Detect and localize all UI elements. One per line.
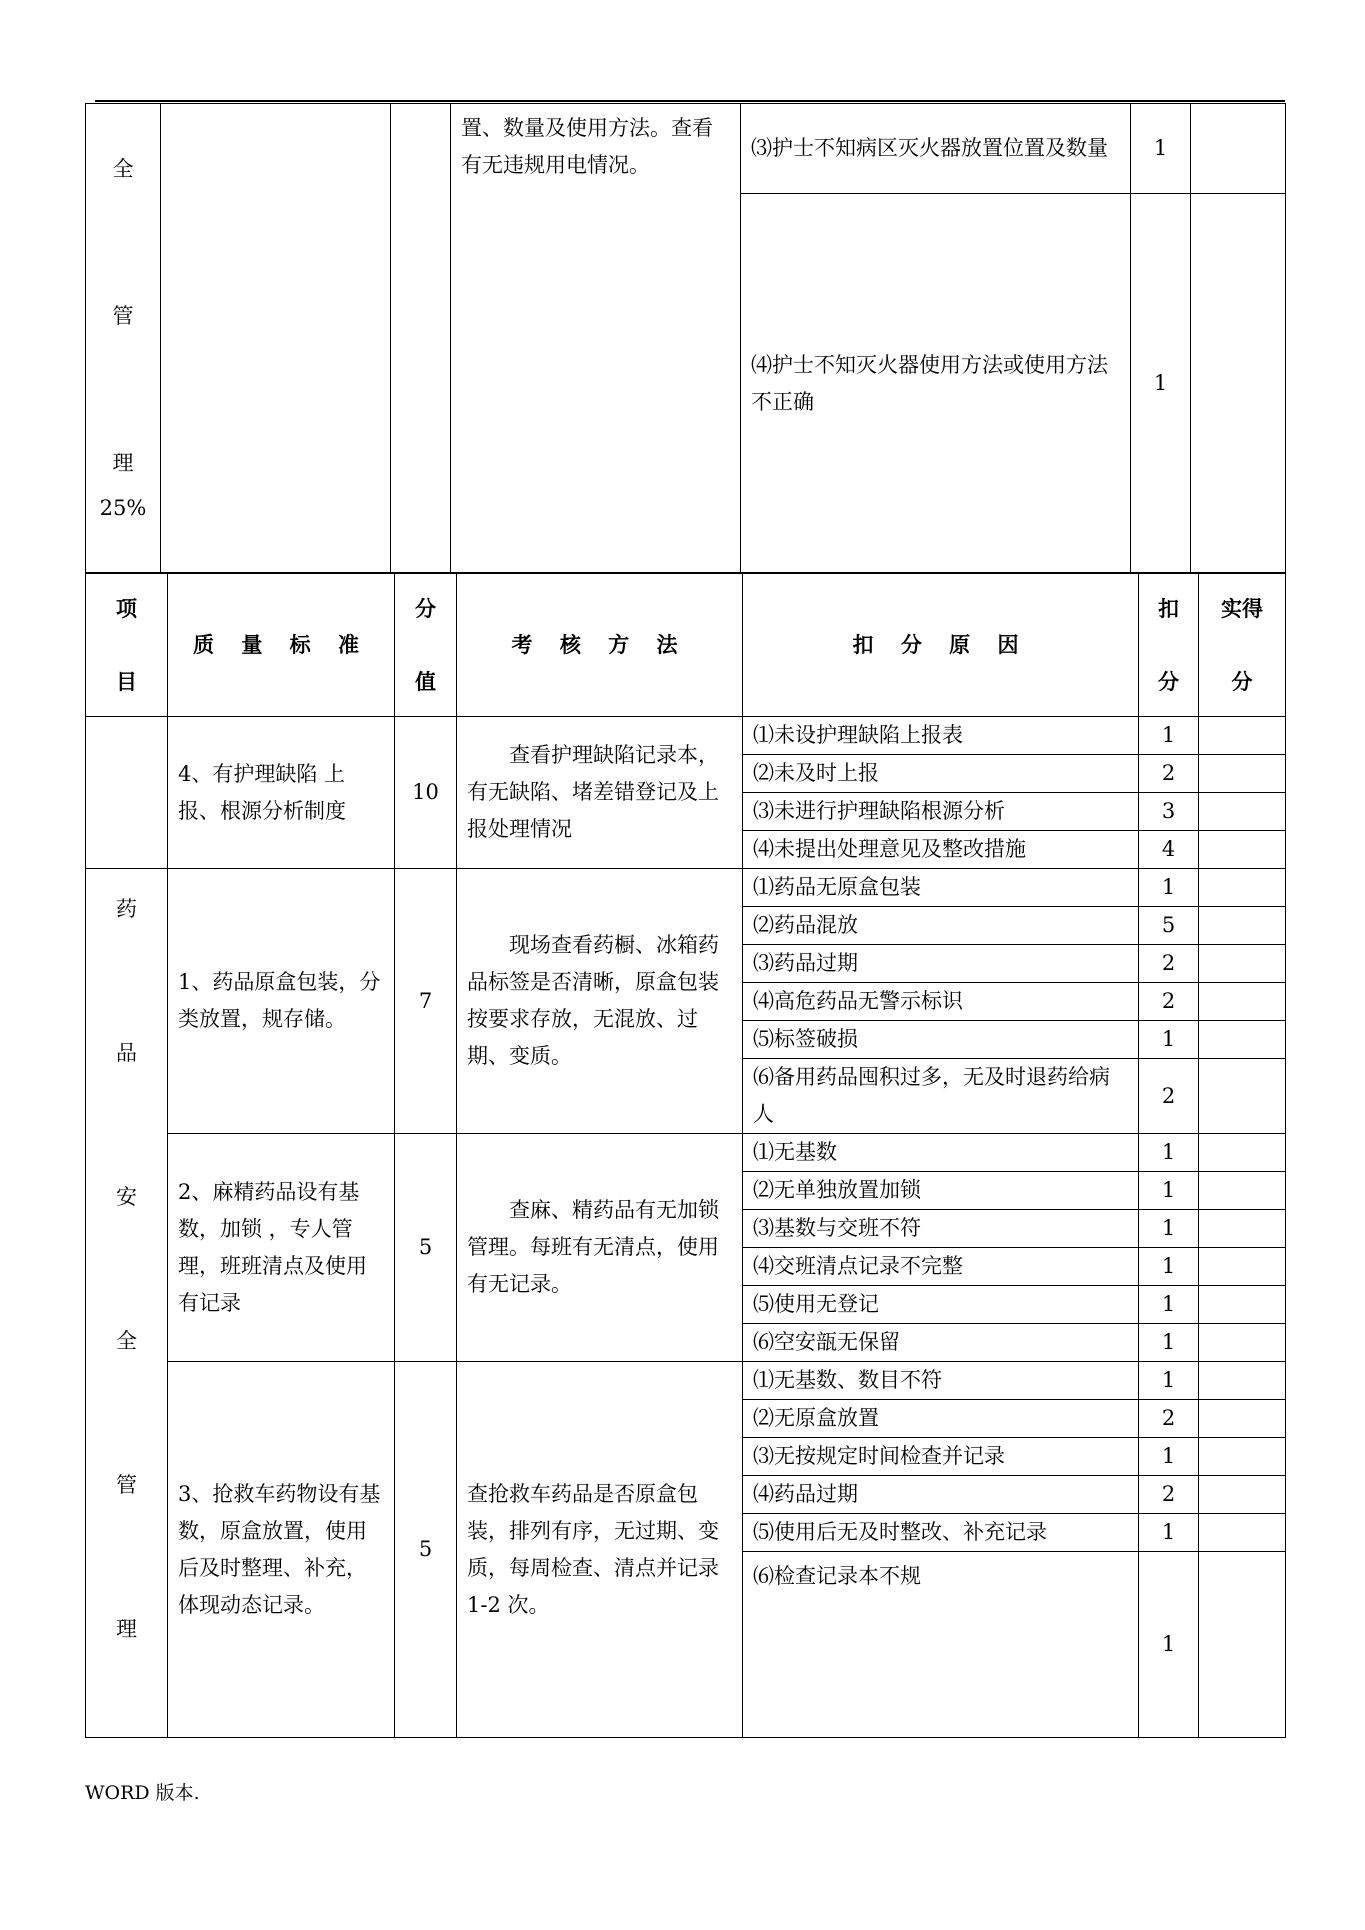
deduct-cell: 3 bbox=[1139, 793, 1199, 831]
actual-cell bbox=[1199, 1552, 1286, 1738]
safety-continuation-table bbox=[85, 103, 1286, 574]
table-row bbox=[86, 717, 1286, 755]
actual-cell bbox=[1199, 1172, 1286, 1210]
actual-cell bbox=[1199, 1476, 1286, 1514]
reason-cell: ⑴未设护理缺陷上报表 bbox=[743, 717, 1139, 755]
assessment-table bbox=[85, 572, 1286, 1738]
reason-cell: ⑷药品过期 bbox=[743, 1476, 1139, 1514]
label-char: 理 bbox=[112, 450, 134, 475]
reason-cell: ⑷交班清点记录不完整 bbox=[743, 1248, 1139, 1286]
deduct-cell: 2 bbox=[1139, 983, 1199, 1021]
table-row bbox=[86, 869, 1286, 907]
actual-cell bbox=[1199, 1324, 1286, 1362]
header-points: 分 值 bbox=[395, 573, 457, 717]
reason-cell: ⑹检查记录本不规 bbox=[743, 1552, 1139, 1738]
deduct-cell: 1 bbox=[1139, 1362, 1199, 1400]
method-cell: 查麻、精药品有无加锁管理。每班有无清点，使用有无记录。 bbox=[457, 1134, 743, 1362]
standard-cell: 3、抢救车药物设有基数，原盒放置，使用后及时整理、补充，体现动态记录。 bbox=[168, 1362, 395, 1738]
deduct-cell: 2 bbox=[1139, 1400, 1199, 1438]
actual-cell bbox=[1199, 983, 1286, 1021]
actual-cell bbox=[1199, 755, 1286, 793]
header-actual: 实得 分 bbox=[1199, 573, 1286, 717]
reason-cell: ⑸使用后无及时整改、补充记录 bbox=[743, 1514, 1139, 1552]
deduct-cell: 1 bbox=[1139, 717, 1199, 755]
actual-cell bbox=[1199, 1362, 1286, 1400]
header-row bbox=[86, 573, 1286, 717]
standard-cell-empty bbox=[161, 104, 391, 574]
points-cell: 10 bbox=[395, 717, 457, 869]
reason-cell: ⑵无原盒放置 bbox=[743, 1400, 1139, 1438]
deduct-cell: 1 bbox=[1139, 1248, 1199, 1286]
actual-cell bbox=[1191, 104, 1286, 194]
actual-cell bbox=[1199, 1400, 1286, 1438]
section-label-continued bbox=[86, 104, 161, 574]
header-deduct: 扣 分 bbox=[1139, 573, 1199, 717]
points-cell-empty bbox=[391, 104, 451, 574]
header-reason: 扣 分 原 因 bbox=[743, 573, 1139, 717]
actual-cell bbox=[1199, 1021, 1286, 1059]
header-method: 考 核 方 法 bbox=[457, 573, 743, 717]
top-rule bbox=[95, 100, 1285, 102]
deduct-cell: 2 bbox=[1139, 945, 1199, 983]
reason-cell: ⑷高危药品无警示标识 bbox=[743, 983, 1139, 1021]
deduct-cell: 1 bbox=[1139, 1210, 1199, 1248]
points-cell: 7 bbox=[395, 869, 457, 1134]
deduct-cell: 2 bbox=[1139, 1059, 1199, 1134]
deduct-cell: 4 bbox=[1139, 831, 1199, 869]
deduct-cell: 1 bbox=[1139, 1286, 1199, 1324]
reason-cell: ⑶药品过期 bbox=[743, 945, 1139, 983]
reason-cell: ⑹备用药品囤积过多，无及时退药给病人 bbox=[743, 1059, 1139, 1134]
deduct-cell: 1 bbox=[1139, 1021, 1199, 1059]
deduct-cell: 1 bbox=[1139, 1552, 1199, 1738]
reason-cell: ⑵药品混放 bbox=[743, 907, 1139, 945]
reason-cell: ⑴药品无原盒包装 bbox=[743, 869, 1139, 907]
actual-cell bbox=[1199, 907, 1286, 945]
actual-cell bbox=[1199, 717, 1286, 755]
reason-cell: ⑸标签破损 bbox=[743, 1021, 1139, 1059]
header-item: 项 目 bbox=[86, 573, 168, 717]
actual-cell bbox=[1199, 945, 1286, 983]
deduct-cell: 5 bbox=[1139, 907, 1199, 945]
actual-cell bbox=[1199, 1134, 1286, 1172]
actual-cell bbox=[1199, 831, 1286, 869]
header-standard: 质 量 标 准 bbox=[168, 573, 395, 717]
deduct-cell: 1 bbox=[1139, 1172, 1199, 1210]
table-row bbox=[86, 1362, 1286, 1400]
actual-cell bbox=[1199, 1059, 1286, 1134]
reason-cell: ⑴无基数、数目不符 bbox=[743, 1362, 1139, 1400]
deduct-cell: 1 bbox=[1139, 869, 1199, 907]
reason-cell: ⑶无按规定时间检查并记录 bbox=[743, 1438, 1139, 1476]
reason-cell: ⑹空安瓿无保留 bbox=[743, 1324, 1139, 1362]
method-cell: 现场查看药橱、冰箱药品标签是否清晰，原盒包装按要求存放，无混放、过期、变质。 bbox=[457, 869, 743, 1134]
reason-cell: ⑵无单独放置加锁 bbox=[743, 1172, 1139, 1210]
actual-cell bbox=[1199, 869, 1286, 907]
table-row bbox=[86, 1134, 1286, 1172]
reason-cell: ⑶未进行护理缺陷根源分析 bbox=[743, 793, 1139, 831]
points-cell: 5 bbox=[395, 1362, 457, 1738]
deduct-cell: 1 bbox=[1131, 194, 1191, 574]
standard-cell: 1、药品原盒包装，分类放置，规存储。 bbox=[168, 869, 395, 1134]
actual-cell bbox=[1199, 1210, 1286, 1248]
method-cell: 置、数量及使用方法。查看有无违规用电情况。 bbox=[451, 104, 741, 574]
reason-cell: ⑶基数与交班不符 bbox=[743, 1210, 1139, 1248]
footer-note: WORD 版本. bbox=[85, 1782, 200, 1804]
deduct-cell: 1 bbox=[1139, 1438, 1199, 1476]
actual-cell bbox=[1199, 1248, 1286, 1286]
deduct-cell: 2 bbox=[1139, 1476, 1199, 1514]
actual-cell bbox=[1199, 1438, 1286, 1476]
item-cell-empty bbox=[86, 717, 168, 869]
label-percent: 25% bbox=[99, 495, 147, 520]
deduct-cell: 1 bbox=[1139, 1134, 1199, 1172]
reason-cell: ⑷护士不知灭火器使用方法或使用方法不正确 bbox=[741, 194, 1131, 574]
reason-cell: ⑵未及时上报 bbox=[743, 755, 1139, 793]
reason-cell: ⑸使用无登记 bbox=[743, 1286, 1139, 1324]
standard-cell: 4、有护理缺陷 上报、根源分析制度 bbox=[168, 717, 395, 869]
deduct-cell: 1 bbox=[1131, 104, 1191, 194]
deduct-cell: 1 bbox=[1139, 1324, 1199, 1362]
actual-cell bbox=[1199, 1286, 1286, 1324]
actual-cell bbox=[1199, 1514, 1286, 1552]
deduct-cell: 2 bbox=[1139, 755, 1199, 793]
standard-cell: 2、麻精药品设有基数，加锁 ，专人管理，班班清点及使用有记录 bbox=[168, 1134, 395, 1362]
method-cell: 查看护理缺陷记录本，有无缺陷、堵差错登记及上报处理情况 bbox=[457, 717, 743, 869]
actual-cell bbox=[1199, 793, 1286, 831]
reason-cell: ⑷未提出处理意见及整改措施 bbox=[743, 831, 1139, 869]
reason-cell: ⑶护士不知病区灭火器放置位置及数量 bbox=[741, 104, 1131, 194]
points-cell: 5 bbox=[395, 1134, 457, 1362]
drug-section-label: 药 品 安 全 管 理 bbox=[86, 869, 168, 1738]
method-cell: 查抢救车药品是否原盒包装，排列有序，无过期、变质，每周检查、清点并记录 1-2 次。 bbox=[457, 1362, 743, 1738]
deduct-cell: 1 bbox=[1139, 1514, 1199, 1552]
reason-cell: ⑴无基数 bbox=[743, 1134, 1139, 1172]
actual-cell bbox=[1191, 194, 1286, 574]
label-char: 全 bbox=[112, 156, 134, 181]
label-char: 管 bbox=[112, 303, 134, 328]
